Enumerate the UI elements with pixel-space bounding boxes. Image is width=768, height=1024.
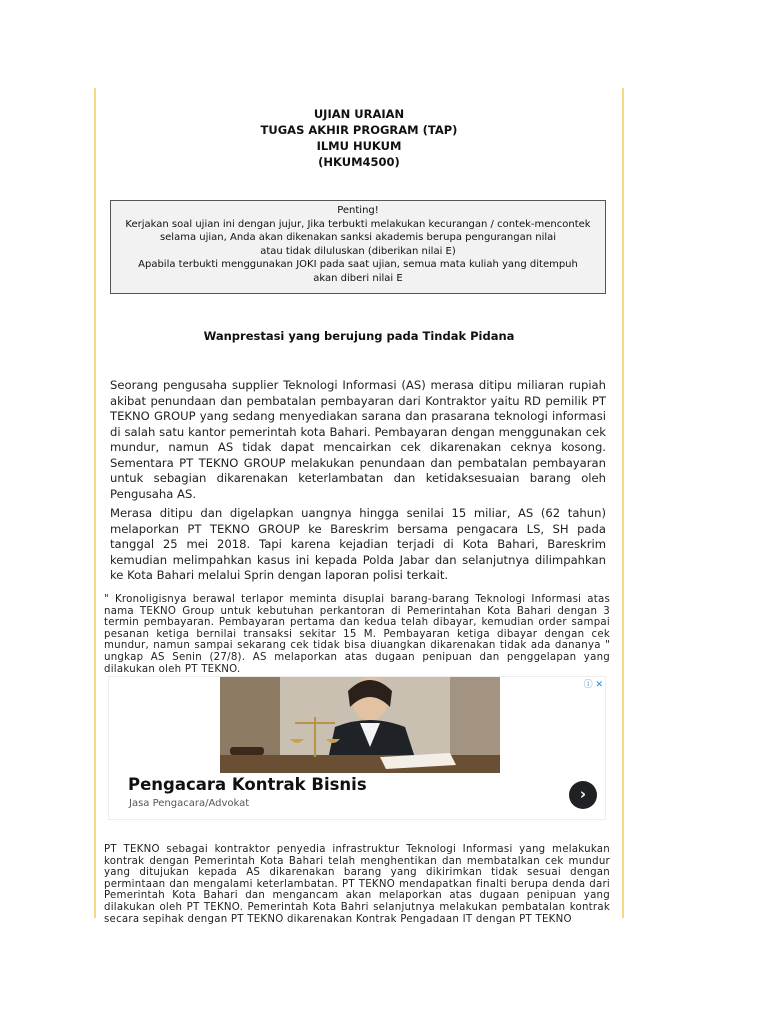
notice-line2: Kerjakan soal ujian ini dengan jujur, Jika terbukti melakukan kecurangan / contek-mencontek <box>125 218 591 230</box>
ad-subline[interactable]: Jasa Pengacara/Advokat <box>129 798 250 809</box>
notice-line4: atau tidak diluluskan (diberikan nilai E) <box>260 245 456 257</box>
advertisement[interactable] <box>108 676 606 820</box>
notice-line1: Penting! <box>337 205 379 216</box>
exam-header-line3: ILMU HUKUM <box>316 139 402 153</box>
exam-header-line1: UJIAN URAIAN <box>313 107 405 121</box>
ad-headline[interactable]: Pengacara Kontrak Bisnis <box>128 775 367 794</box>
ad-choices-icon[interactable]: ⓘ ✕ <box>583 680 603 690</box>
notice-line5: Apabila terbukti menggunakan JOKI pada saat ujian, semua mata kuliah yang ditempuh <box>138 259 578 271</box>
exam-header-line2: TUGAS AKHIR PROGRAM (TAP) <box>260 123 458 137</box>
paragraph-1: Seorang pengusaha supplier Teknologi Informasi (AS) merasa ditipu miliaran rupiah akibat penundaan dan pembatalan pembayaran dari Kontraktor yaitu RD pemilik PT TEKNO GROUP yang sedang menyediakan sarana dan prasarana teknologi informasi di salah satu kantor pemerintah kota Bahari. Pembayaran dengan menggunakan cek mundur, namun AS tidak dapat mencairkan cek dikarenakan ceknya kosong. Sementara PT TEKNO GROUP melakukan penundaan dan pembatalan pembayaran untuk sebagian dikarenakan keterlambatan dan ketidaksesuaian barang oleh Pengusaha AS. <box>110 378 606 501</box>
important-notice-box <box>110 200 606 294</box>
case-title: Wanprestasi yang berujung pada Tindak Pidana <box>203 329 515 343</box>
quote-paragraph: " Kronoligisnya berawal terlapor meminta disuplai barang-barang Teknologi Informasi atas nama TEKNO Group untuk kebutuhan perkantoran di Pemerintahan Kota Bahari dengan 3 termin pembayaran. Pembayaran pertama dan kedua telah dibayar, kemudian order sampai pesanan ketiga bernilai transaksi sekitar 15 M. Pembayaran ketiga dibayar dengan cek mundur, namun sampai sekarang cek tidak bisa diuangkan dikarenakan tidak ada dananya " ungkap AS Senin (27/8). AS melaporkan atas dugaan penipuan dan penggelapan yang dilakukan oleh PT TEKNO. <box>104 594 610 675</box>
paragraph-2: Merasa ditipu dan digelapkan uangnya hingga senilai 15 miliar, AS (62 tahun) melaporkan PT TEKNO GROUP ke Bareskrim bersama pengacara LS, SH pada tanggal 25 mei 2018. Tapi karena kejadian terjadi di Kota Bahari, Bareskrim kemudian melimpahkan kasus ini kepada Polda Jabar dan selanjutnya dilimpahkan ke Kota Bahari melalui Sprin dengan laporan polisi terkait. <box>110 506 606 582</box>
final-paragraph: PT TEKNO sebagai kontraktor penyedia infrastruktur Teknologi Informasi yang melakukan kontrak dengan Pemerintah Kota Bahari telah menghentikan dan membatalkan cek mundur yang ditujukan kepada AS dikarenakan barang yang dikirimkan tidak sesuai dengan permintaan dan mengalami keterlambatan. PT TEKNO mendapatkan finalti berupa denda dari Pemerintah Kota Bahari dan mengancam akan melaporkan atas dugaan penipuan yang dilakukan oleh PT TEKNO. Pemerintah Kota Bahri selanjutnya melakukan pembatalan kontrak secara sepihak dengan PT TEKNO dikarenakan Kontrak Pengadaan IT dengan PT TEKNO <box>104 844 610 925</box>
exam-header <box>94 106 624 170</box>
notice-line6: akan diberi nilai E <box>313 272 403 284</box>
ad-image-lawyer[interactable] <box>220 677 500 773</box>
exam-page <box>94 88 624 582</box>
exam-header-line4: (HKUM4500) <box>318 155 400 169</box>
notice-line3: selama ujian, Anda akan dikenakan sanksi akademis berupa pengurangan nilai <box>159 232 557 244</box>
ad-arrow-button[interactable]: › <box>569 781 597 809</box>
